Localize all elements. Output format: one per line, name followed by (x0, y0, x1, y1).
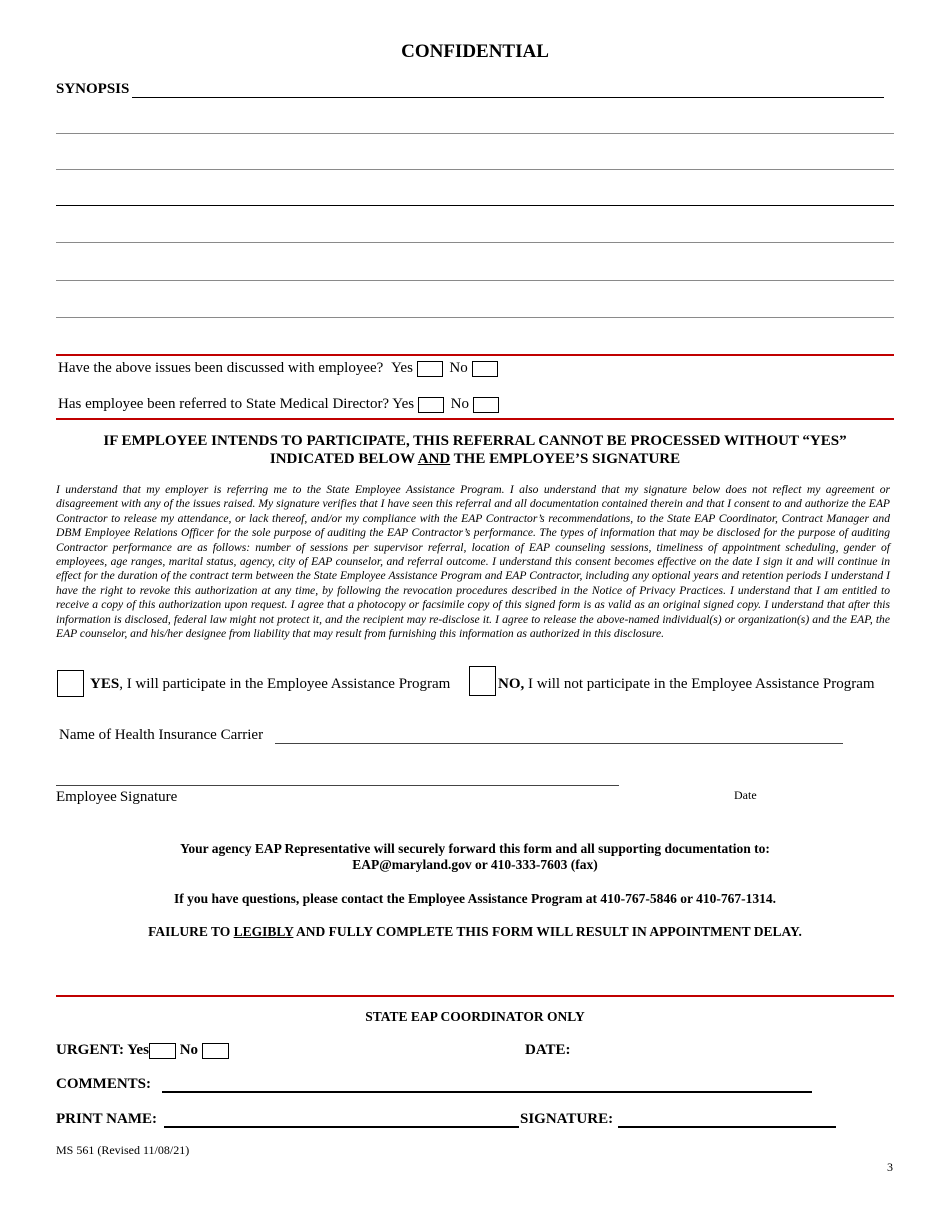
red-divider (56, 418, 894, 420)
participate-no-text (498, 676, 875, 693)
failure-text: FAILURE TO (148, 924, 234, 939)
notice-text: INDICATED BELOW (269, 451, 418, 467)
coordinator-signature-field[interactable] (618, 1126, 836, 1128)
insurance-field[interactable] (275, 743, 843, 744)
discussed-no-checkbox[interactable] (472, 361, 498, 377)
red-divider (56, 995, 894, 997)
urgent-no-label: No (179, 1042, 199, 1058)
yes-text: , I will participate in the Employee Assistance Program (119, 676, 451, 692)
forwarding-line-1: Your agency EAP Representative will securely forward this form and all supporting documentation to: (180, 841, 770, 856)
urgent-yes-checkbox[interactable] (149, 1043, 176, 1059)
notice-and: AND (417, 451, 451, 467)
questions-contact: If you have questions, please contact the Employee Assistance Program at 410-767-5846 or 410-767-1314. (173, 891, 777, 906)
employee-signature-label (56, 789, 177, 806)
discussed-yes-checkbox[interactable] (417, 361, 443, 377)
question-discussed (58, 360, 498, 377)
no-bold: NO, (498, 676, 525, 692)
participate-no-checkbox[interactable] (469, 666, 496, 696)
question-referred (58, 396, 499, 413)
comments-field[interactable] (162, 1091, 812, 1093)
red-divider (56, 354, 894, 356)
notice-line-2 (0, 451, 950, 468)
synopsis-label: SYNOPSIS (56, 81, 130, 97)
urgent-yes-label: Yes (127, 1042, 149, 1058)
yes-label: Yes (392, 396, 415, 412)
notice-text: THE EMPLOYEE’S SIGNATURE (450, 451, 681, 467)
synopsis-line[interactable] (56, 169, 894, 170)
question-referred-text: Has employee been referred to State Medical Director? (58, 396, 390, 412)
print-name-label: PRINT NAME: (56, 1111, 157, 1127)
urgent-label: URGENT: (56, 1042, 125, 1058)
consent-paragraph: I understand that my employer is referring me to the State Employee Assistance Program. I also understand that my signature below does not reflect my agreement or disagreement with any of the issues raised. My signature verifies that I have seen this referral and all documentation contained therein and that I consent to and authorize the EAP Contractor to release my attendance, or lack thereof, and/or my compliance with the EAP Contractor’s recommendations, to the State EAP Coordinator, Contract Manager and DBM Employee Relations Officer for the sole purpose of auditing the EAP Contractor’s performance. The types of information that may be disclosed for the purpose of auditing Contractor performance are as follows: number of sessions per supervisor referral, location of EAP counseling sessions, timeliness of appointment scheduling, gender of employees, age ranges, marital status, agency, city of EAP counselor, and referral outcome. I understand this consent becomes effective on the date I sign it and will continue in effect for the duration of the contract term between the State Employee Assistance Program and EAP Contractor, including any optional years and retention periods I understand I have the right to revoke this authorization at any time, by following the revocation procedures described in the Notice of Privacy Practices. I understand that I am entitled to receive a copy of this authorization upon request. I agree that a photocopy or facsimile copy of this signed form is as valid as an original signed copy. I understand that after this information is disclosed, federal law might not protect it, and the recipient may re-disclose it. I agree to release the above-named individual(s) or organization(s) and the EAP, the EAP counselor, and his/her designee from liability that may result from furnishing this information as authorized in this disclosure. (56, 483, 890, 641)
urgent-row (56, 1042, 229, 1059)
no-label: No (449, 360, 468, 376)
coordinator-date-label: DATE: (525, 1042, 571, 1058)
page-title: CONFIDENTIAL (401, 41, 549, 62)
no-label: No (450, 396, 469, 412)
signature-word: Signature (119, 789, 178, 805)
urgent-no-checkbox[interactable] (202, 1043, 229, 1059)
notice-line-1: IF EMPLOYEE INTENDS TO PARTICIPATE, THIS REFERRAL CANNOT BE PROCESSED WITHOUT “YES” (103, 433, 847, 449)
participate-yes-checkbox[interactable] (57, 670, 84, 697)
no-text: I will not participate in the Employee Assistance Program (524, 676, 875, 692)
print-name-field[interactable] (164, 1126, 519, 1128)
failure-legibly: LEGIBLY (233, 924, 294, 939)
comments-label: COMMENTS: (56, 1076, 151, 1092)
synopsis-line[interactable] (56, 242, 894, 243)
participate-yes-text (90, 676, 450, 693)
synopsis-line[interactable] (56, 205, 894, 206)
insurance-label: Name of Health Insurance Carrier (59, 727, 264, 743)
failure-text: AND FULLY COMPLETE THIS FORM WILL RESULT IN APPOINTMENT DELAY. (293, 924, 802, 939)
page-number: 3 (887, 1160, 893, 1174)
yes-label: Yes (391, 360, 413, 376)
question-discussed-text: Have the above issues been discussed with employee? (58, 360, 384, 376)
date-label: Date (734, 788, 757, 802)
referred-no-checkbox[interactable] (473, 397, 499, 413)
synopsis-line[interactable] (132, 97, 884, 98)
synopsis-line[interactable] (56, 133, 894, 134)
employee-signature-line[interactable] (56, 785, 619, 786)
referred-yes-checkbox[interactable] (418, 397, 444, 413)
coordinator-signature-label: SIGNATURE: (520, 1111, 614, 1127)
yes-bold: YES (90, 676, 120, 692)
failure-warning (0, 924, 950, 940)
synopsis-line[interactable] (56, 280, 894, 281)
form-id: MS 561 (Revised 11/08/21) (56, 1143, 190, 1157)
coordinator-title: STATE EAP COORDINATOR ONLY (365, 1009, 585, 1024)
employee-word: Employee (56, 789, 117, 805)
synopsis-line[interactable] (56, 317, 894, 318)
forwarding-line-2: EAP@maryland.gov or 410-333-7603 (fax) (352, 857, 598, 872)
